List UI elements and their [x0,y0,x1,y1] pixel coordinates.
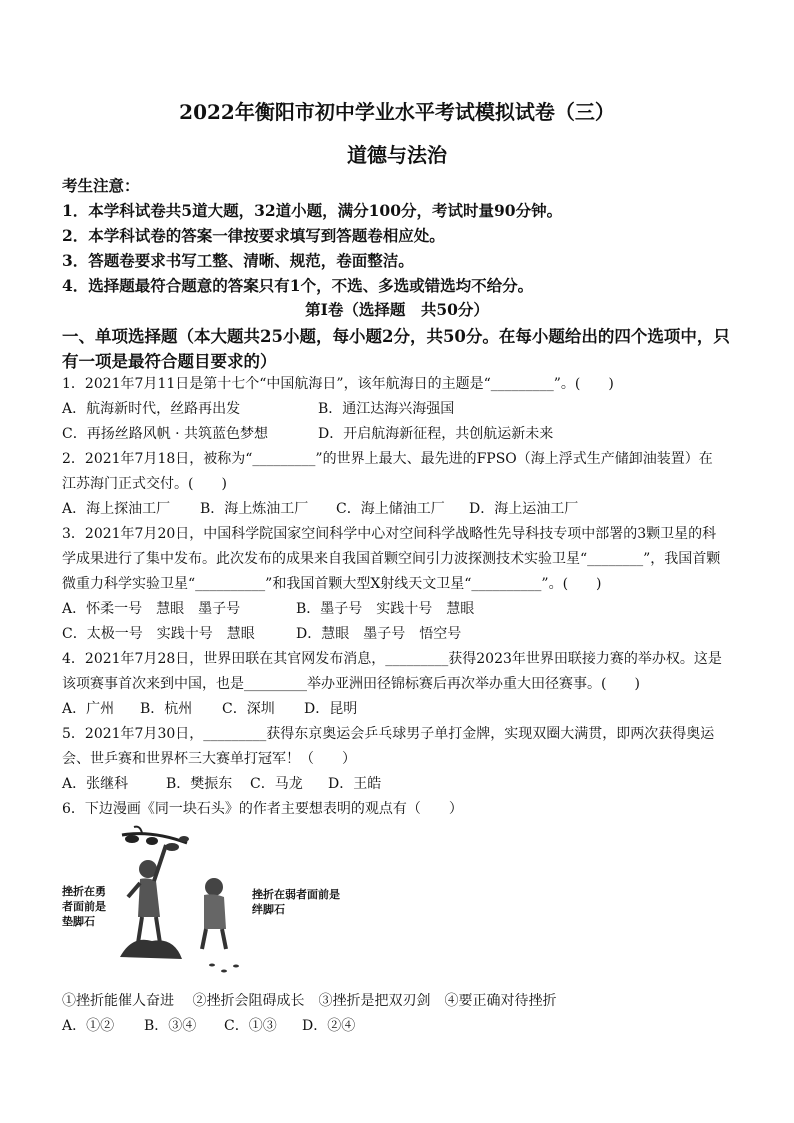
q4-option-d[interactable]: D．昆明 [304,701,358,717]
q3-option-d[interactable]: D．慧眼 墨子号 悟空号 [296,626,462,642]
question-5-text: 会、世乒赛和世界杯三大赛单打冠军！（ ） [62,751,356,767]
notice-heading: 考生注意： [62,176,140,195]
section-heading-line1: 一、单项选择题（本大题共25小题，每小题2分，共50分。在每小题给出的四个选项中，只 [62,327,730,346]
comic-drawing [62,825,242,980]
comic-left-caption-1: 挫折在勇 [62,885,106,898]
notice-item: 4．选择题最符合题意的答案只有1个，不选、多选或错选均不给分。 [62,276,534,295]
q5-option-a[interactable]: A．张继科 [62,776,129,792]
q5-option-d[interactable]: D．王皓 [328,776,382,792]
q2-option-d[interactable]: D．海上运油工厂 [469,501,579,517]
q1-option-d[interactable]: D．开启航海新征程，共创航运新未来 [318,426,554,442]
q1-option-b[interactable]: B．通江达海兴海强国 [318,401,455,417]
q3-option-b[interactable]: B．墨子号 实践十号 慧眼 [296,601,475,617]
question-2-text: 2．2021年7月18日，被称为“_________”的世界上最大、最先进的FPSO（海上浮式生产储卸油装置）在 [62,451,713,467]
part-title: 第Ⅰ卷（选择题 共50分） [305,300,489,319]
q4-option-a[interactable]: A．广州 [62,701,115,717]
q6-option-c[interactable]: C．①③ [224,1018,277,1034]
question-1-text: 1．2021年7月11日是第十七个“中国航海日”，该年航海日的主题是“_________”。( ) [62,376,614,392]
comic-right-caption: 挫折在弱者面前是绊脚石 [252,888,340,916]
subject-title: 道德与法治 [347,143,447,167]
q3-option-a[interactable]: A．怀柔一号 慧眼 墨子号 [62,601,241,617]
q5-option-c[interactable]: C．马龙 [250,776,303,792]
q1-option-c[interactable]: C．再扬丝路风帆 · 共筑蓝色梦想 [62,426,269,442]
question-4-text: 4．2021年7月28日，世界田联在其官网发布消息，_________获得2023年世界田联接力赛的举办权。这是 [62,651,722,667]
question-5-text: 5．2021年7月30日，_________获得东京奥运会乒乓球男子单打金牌，实现双圈大满贯，即两次获得奥运 [62,726,715,742]
notice-item: 2．本学科试卷的答案一律按要求填写到答题卷相应处。 [62,226,445,245]
q6-statements: ①挫折能催人奋进 ②挫折会阻碍成长 ③挫折是把双刃剑 ④要正确对待挫折 [62,993,557,1009]
section-heading-line2: 有一项是最符合题目要求的） [62,352,277,371]
q2-option-a[interactable]: A．海上探油工厂 [62,501,171,517]
comic-left-caption-2: 者面前是 [62,900,106,913]
exam-title: 2022年衡阳市初中学业水平考试模拟试卷（三） [179,100,615,124]
notice-item: 3．答题卷要求书写工整、清晰、规范，卷面整洁。 [62,251,414,270]
question-2-text: 江苏海门正式交付。( ) [62,476,227,492]
q4-option-b[interactable]: B．杭州 [140,701,193,717]
question-3-text: 学成果进行了集中发布。此次发布的成果来自我国首颗空间引力波探测技术实验卫星“________”，我国首颗 [62,551,721,567]
q3-option-c[interactable]: C．太极一号 实践十号 慧眼 [62,626,255,642]
comic-illustration [62,825,340,980]
q6-option-b[interactable]: B．③④ [144,1018,197,1034]
q2-option-c[interactable]: C．海上储油工厂 [336,501,445,517]
question-6-text: 6．下边漫画《同一块石头》的作者主要想表明的观点有（ ） [62,801,463,817]
q1-option-a[interactable]: A．航海新时代，丝路再出发 [62,401,241,417]
q2-option-b[interactable]: B．海上炼油工厂 [200,501,309,517]
notice-item: 1．本学科试卷共5道大题，32道小题，满分100分，考试时量90分钟。 [62,201,563,220]
question-3-text: 3．2021年7月20日，中国科学院国家空间科学中心对空间科学战略性先导科技专项中部署的3颗卫星的科 [62,526,717,542]
question-4-text: 该项赛事首次来到中国，也是_________举办亚洲田径锦标赛后再次举办重大田径赛事。( ) [62,676,640,692]
q6-option-d[interactable]: D．②④ [302,1018,356,1034]
question-3-text: 微重力科学实验卫星“__________”和我国首颗大型X射线天文卫星“__________”。( ) [62,576,602,592]
q6-option-a[interactable]: A．①② [62,1018,115,1034]
comic-left-caption-3: 垫脚石 [62,915,95,928]
q5-option-b[interactable]: B．樊振东 [166,776,233,792]
q4-option-c[interactable]: C．深圳 [222,701,275,717]
comic-left-caption-data: 挫折在勇者面前是垫脚石 [1,1,12,2]
